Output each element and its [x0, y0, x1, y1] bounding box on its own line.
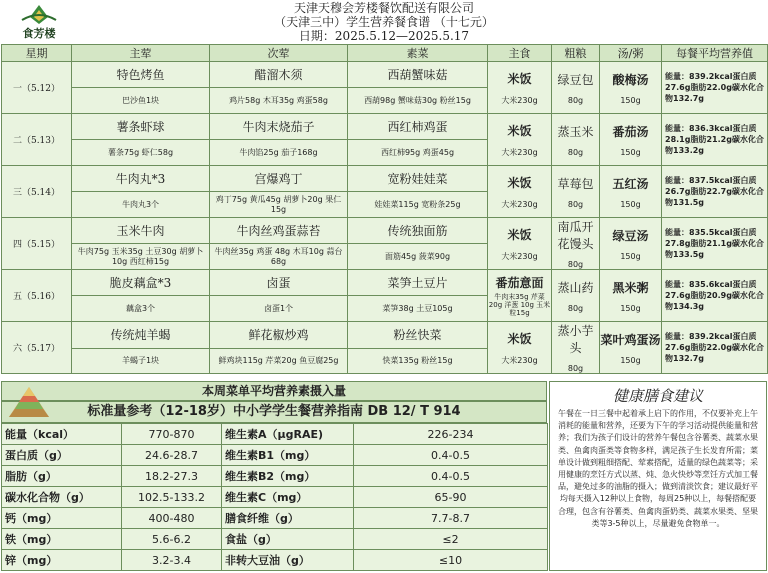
- main-dish: 牛肉丸*3: [72, 166, 210, 192]
- menu-row: [2, 62, 768, 88]
- ref-value: 0.4-0.5: [354, 445, 548, 466]
- staple-amount: 大米230g: [501, 355, 538, 365]
- main-dish: 脆皮藕盒*3: [72, 270, 210, 296]
- soup-cell: [600, 270, 662, 322]
- grain-amount: 80g: [567, 147, 584, 157]
- grain-amount: 80g: [567, 303, 584, 313]
- veg-dish: 西红柿鸡蛋: [348, 114, 488, 140]
- ref-value: 400-480: [122, 508, 222, 529]
- menu-row: [2, 270, 768, 296]
- reference-row: [2, 508, 548, 529]
- grain-cell: [552, 114, 600, 166]
- second-dish: 宫爆鸡丁: [210, 166, 348, 192]
- ref-value: 7.7-8.7: [354, 508, 548, 529]
- second-ingredients: 牛肉馅25g 茄子168g: [210, 140, 348, 166]
- veg-ingredients: 菜笋38g 土豆105g: [348, 296, 488, 322]
- ref-label: 维生素B2（mg）: [222, 466, 354, 487]
- reference-table: [1, 423, 548, 571]
- grain-amount: 80g: [567, 95, 584, 105]
- second-dish: 牛肉末烧茄子: [210, 114, 348, 140]
- main-dish: 特色烤鱼: [72, 62, 210, 88]
- grain-name: 蒸小芋头: [557, 324, 594, 355]
- advice-text: 午餐在一日三餐中起着承上启下的作用，不仅要补充上午消耗的能量和营养，还要为下午的学习活动提供能量和营养；我们为孩子们设计的营养午餐包含谷薯类、蔬菜水果类、鱼禽肉蛋类等食物多样，满足孩子生长发育所需；菜单设计做到粗细搭配、荤素搭配，适量的绿色蔬菜等；采用健康的烹饪方式以蒸、炖、急火快炒等烹饪方式加工餐品，避免过多的油脂的摄入；做到清淡饮食；建议最好平均每天摄入12种以上食物，每周25种以上，每餐搭配要合理，包含有谷薯类、鱼禽肉蛋奶类、蔬菜水果类、坚果类等3-5种以上，尽量避免食物单一。: [558, 409, 758, 528]
- staple-amount: 大米230g: [501, 147, 538, 157]
- ref-label: 非转大豆油（g）: [222, 550, 354, 571]
- ref-label: 锌（mg）: [2, 550, 122, 571]
- main-ingredients: 羊蝎子1块: [72, 348, 210, 374]
- grain-cell: [552, 62, 600, 114]
- staple-cell: [488, 114, 552, 166]
- second-dish: 牛肉丝鸡蛋蒜苔: [210, 218, 348, 244]
- grain-name: 绿豆包: [557, 72, 594, 87]
- reference-row: [2, 424, 548, 445]
- ref-value: 24.6-28.7: [122, 445, 222, 466]
- veg-ingredients: 西红柿95g 鸡蛋45g: [348, 140, 488, 166]
- header: [0, 0, 768, 44]
- grain-name: 草莓包: [557, 176, 594, 191]
- ref-label: 脂肪（g）: [2, 466, 122, 487]
- col-main: 主荤: [72, 45, 210, 62]
- second-dish: 醋溜木须: [210, 62, 348, 88]
- ref-label: 钙（mg）: [2, 508, 122, 529]
- main-dish: 玉米牛肉: [72, 218, 210, 244]
- soup-cell: [600, 62, 662, 114]
- soup-name: 酸梅汤: [612, 72, 649, 87]
- ref-value: 0.4-0.5: [354, 466, 548, 487]
- nutrition-cell: 能量：835.6kcal蛋白质27.6g脂肪20.9g碳水化合物134.3g: [662, 270, 768, 322]
- soup-amount: 150g: [620, 355, 641, 365]
- main-ingredients: 牛肉75g 玉米35g 土豆30g 胡萝卜10g 西红柿15g: [72, 244, 210, 270]
- menu-row: [2, 166, 768, 192]
- staple-name: 番茄意面: [495, 276, 544, 290]
- soup-amount: 150g: [620, 303, 641, 313]
- staple-cell: [488, 322, 552, 374]
- reference-title: 本周菜单平均营养素摄入量: [1, 381, 547, 401]
- ref-label: 铁（mg）: [2, 529, 122, 550]
- day-cell: 六（5.17）: [2, 322, 72, 374]
- second-ingredients: 鸡丁75g 黄瓜45g 胡萝卜20g 果仁15g: [210, 192, 348, 218]
- nutrition-reference: [1, 381, 547, 571]
- ref-label: 维生素A（μgRAE): [222, 424, 354, 445]
- ref-value: 5.6-6.2: [122, 529, 222, 550]
- grain-cell: [552, 218, 600, 270]
- second-ingredients: 鲜鸡块115g 芹菜20g 鱼豆腐25g: [210, 348, 348, 374]
- reference-row: [2, 487, 548, 508]
- col-day: 星期: [2, 45, 72, 62]
- reference-row: [2, 529, 548, 550]
- day-cell: 一（5.12）: [2, 62, 72, 114]
- day-cell: 四（5.15）: [2, 218, 72, 270]
- soup-name: 番茄汤: [612, 124, 649, 139]
- soup-name: 五红汤: [612, 176, 649, 191]
- nutrition-cell: 能量：839.2kcal蛋白质27.6g脂肪22.0g碳水化合物132.7g: [662, 322, 768, 374]
- main-dish: 薯条虾球: [72, 114, 210, 140]
- staple-cell: [488, 166, 552, 218]
- food-pyramid-icon: [7, 385, 51, 419]
- menu-row: [2, 218, 768, 244]
- ref-value: ≤10: [354, 550, 548, 571]
- date-range: 日期：2025.5.12—2025.5.17: [298, 29, 470, 43]
- veg-dish: 粉丝快菜: [348, 322, 488, 349]
- soup-amount: 150g: [620, 251, 641, 261]
- grain-cell: [552, 166, 600, 218]
- ref-label: 蛋白质（g）: [2, 445, 122, 466]
- veg-ingredients: 快菜135g 粉丝15g: [348, 348, 488, 374]
- ref-label: 食盐（g）: [222, 529, 354, 550]
- reference-row: [2, 550, 548, 571]
- main-dish: 传统炖羊蝎: [72, 322, 210, 349]
- menu-row: [2, 114, 768, 140]
- ref-label: 维生素C（mg）: [222, 487, 354, 508]
- veg-ingredients: 娃娃菜115g 宽粉条25g: [348, 192, 488, 218]
- col-staple: 主食: [488, 45, 552, 62]
- veg-dish: 菜笋土豆片: [348, 270, 488, 296]
- nutrition-cell: 能量：837.5kcal蛋白质26.7g脂肪22.7g碳水化合物131.5g: [662, 166, 768, 218]
- main-ingredients: 藕盒3个: [72, 296, 210, 322]
- soup-amount: 150g: [620, 199, 641, 209]
- soup-cell: [600, 218, 662, 270]
- veg-dish: 传统独面筋: [348, 218, 488, 244]
- veg-dish: 宽粉娃娃菜: [348, 166, 488, 192]
- reference-row: [2, 445, 548, 466]
- soup-name: 黑米粥: [612, 280, 649, 295]
- nutrition-cell: 能量：836.3kcal蛋白质28.1g脂肪21.2g碳水化合物133.2g: [662, 114, 768, 166]
- advice-title: 健康膳食建议: [612, 387, 703, 405]
- main-ingredients: 巴沙鱼1块: [72, 88, 210, 114]
- soup-cell: [600, 166, 662, 218]
- second-ingredients: 卤蛋1个: [210, 296, 348, 322]
- soup-cell: [600, 114, 662, 166]
- col-grain: 粗粮: [552, 45, 600, 62]
- svg-text:食芳楼: 食芳楼: [22, 27, 56, 40]
- ref-value: 226-234: [354, 424, 548, 445]
- main-ingredients: 牛肉丸3个: [72, 192, 210, 218]
- ref-label: 碳水化合物（g）: [2, 487, 122, 508]
- soup-amount: 150g: [620, 147, 641, 157]
- second-ingredients: 鸡片58g 木耳35g 鸡蛋58g: [210, 88, 348, 114]
- company-name: 天津天穆会芳楼餐饮配送有限公司: [293, 1, 474, 15]
- grain-cell: [552, 270, 600, 322]
- second-ingredients: 牛肉丝35g 鸡蛋 48g 木耳10g 蒜台68g: [210, 244, 348, 270]
- soup-cell: [600, 322, 662, 374]
- grain-cell: [552, 322, 600, 374]
- col-second: 次荤: [210, 45, 348, 62]
- menu-header-row: [2, 45, 768, 62]
- staple-amount: 大米230g: [501, 199, 538, 209]
- second-dish: 卤蛋: [210, 270, 348, 296]
- menu-subtitle: （天津三中）学生营养餐食谱 （十七元）: [274, 15, 494, 29]
- grain-amount: 80g: [567, 364, 584, 373]
- day-cell: 二（5.13）: [2, 114, 72, 166]
- veg-ingredients: 西葫98g 蟹味菇30g 粉丝15g: [348, 88, 488, 114]
- ref-label: 维生素B1（mg）: [222, 445, 354, 466]
- grain-amount: 80g: [567, 199, 584, 209]
- grain-name: 蒸山药: [557, 280, 594, 295]
- second-dish: 鲜花椒炒鸡: [210, 322, 348, 349]
- col-veg: 素菜: [348, 45, 488, 62]
- col-soup: 汤/粥: [600, 45, 662, 62]
- weekly-menu-table: [1, 44, 768, 374]
- staple-name: 米饭: [507, 71, 532, 86]
- staple-cell: [488, 62, 552, 114]
- reference-row: [2, 466, 548, 487]
- ref-label: 膳食纤维（g）: [222, 508, 354, 529]
- grain-name: 蒸玉米: [557, 124, 594, 139]
- staple-cell: [488, 270, 552, 322]
- staple-name: 米饭: [507, 123, 532, 138]
- staple-cell: [488, 218, 552, 270]
- veg-dish: 西葫蟹味菇: [348, 62, 488, 88]
- soup-name: 菜叶鸡蛋汤: [600, 332, 661, 347]
- diet-advice-panel: [549, 381, 767, 571]
- staple-name: 米饭: [507, 331, 532, 346]
- reference-subtitle: 标准量参考（12-18岁）中小学学生餐营养指南 DB 12/ T 914: [1, 401, 547, 423]
- nutrition-cell: 能量：839.2kcal蛋白质27.6g脂肪22.0g碳水化合物132.7g: [662, 62, 768, 114]
- soup-name: 绿豆汤: [612, 228, 649, 243]
- ref-label: 能量（kcal）: [2, 424, 122, 445]
- col-nutrition: 每餐平均营养值: [662, 45, 768, 62]
- ref-value: 3.2-3.4: [122, 550, 222, 571]
- ref-value: 770-870: [122, 424, 222, 445]
- veg-ingredients: 面筋45g 菠菜90g: [348, 244, 488, 270]
- ref-value: 65-90: [354, 487, 548, 508]
- day-cell: 五（5.16）: [2, 270, 72, 322]
- ref-value: 18.2-27.3: [122, 466, 222, 487]
- menu-row: [2, 322, 768, 349]
- staple-name: 米饭: [507, 227, 532, 242]
- ref-value: 102.5-133.2: [122, 487, 222, 508]
- staple-amount: 大米230g: [501, 95, 538, 105]
- grain-name: 南瓜开花馒头: [557, 220, 594, 251]
- staple-amount: 牛肉末35g 芹菜20g 洋葱 10g 玉米粒15g: [488, 293, 551, 317]
- staple-name: 米饭: [507, 175, 532, 190]
- main-ingredients: 薯条75g 虾仁58g: [72, 140, 210, 166]
- day-cell: 三（5.14）: [2, 166, 72, 218]
- soup-amount: 150g: [620, 95, 641, 105]
- ref-value: ≤2: [354, 529, 548, 550]
- grain-amount: 80g: [567, 260, 584, 269]
- nutrition-cell: 能量：835.5kcal蛋白质27.8g脂肪21.1g碳水化合物133.5g: [662, 218, 768, 270]
- staple-amount: 大米230g: [501, 251, 538, 261]
